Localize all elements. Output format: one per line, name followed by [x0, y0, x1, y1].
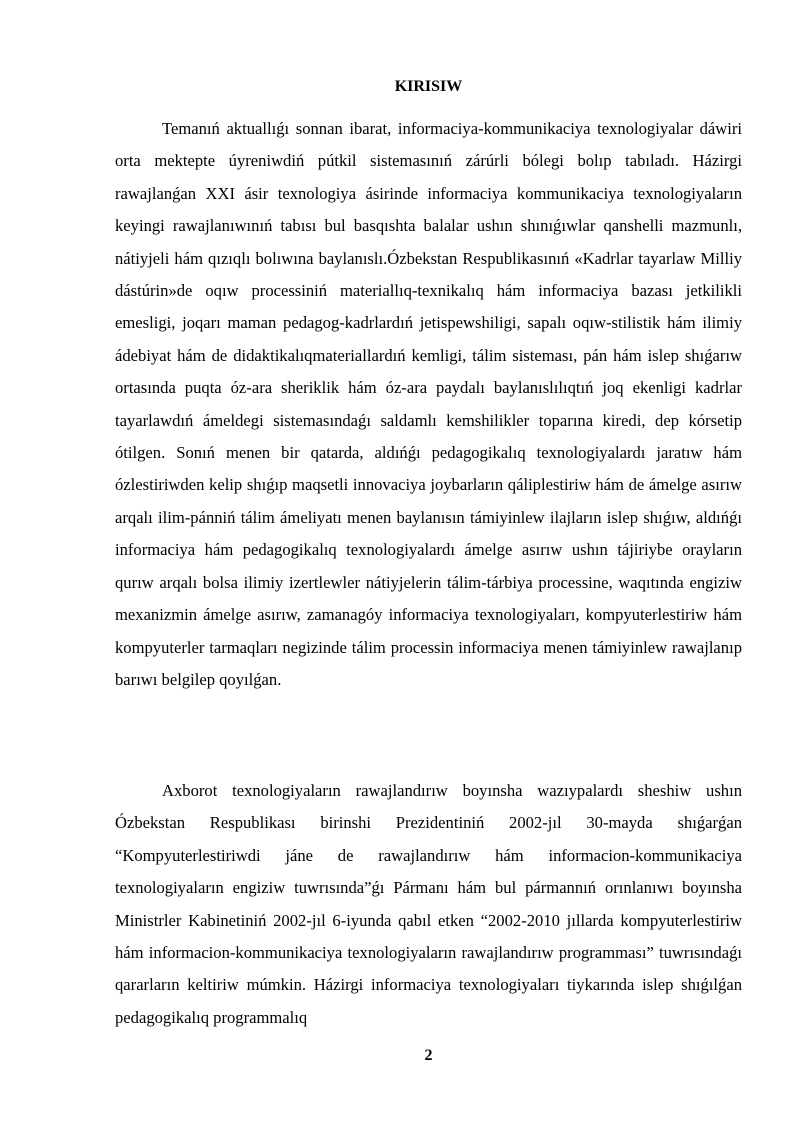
body-paragraph-2: Axborot texnologiyaların rawajlandırıw boyınsha wazıypalardı sheshiw ushın Ózbekstan Respublikası birinshi Prezidentiniń 2002-jıl 30-mayda shıǵarǵan “Kompyuterlestiriwdi jáne de rawajlandırıw hám informacion-kommunikaciya texnologiyaların engiziw tuwrısında”ǵı Pármanı hám bul pármannıń orınlanıwı boyınsha Ministrler Kabinetiniń 2002-jıl 6-iyunda qabıl etken “2002-2010 jıllarda kompyuterlestiriw hám informacion-kommunikaciya texnologiyaların rawajlandırıw programması” tuwrısındaǵı qararların keltiriw múmkin. Házirgi informaciya texnologiyaları tiykarında islep shıǵılǵan pedagogikalıq programmalıq — [115, 781, 742, 1027]
document-page — [115, 0, 742, 1131]
body-paragraph-1: Temanıń aktuallıǵı sonnan ibarat, informaciya-kommunikaciya texnologiyalar dáwiri orta mektepte úyreniwdiń pútkil sistemasınıń zárúrli bólegi bolıp tabıladı. Házirgi rawajlanǵan XXI ásir texnologiya ásirinde informaciya kommunikaciya texnologiyaların keyingi rawajlanıwınıń tabısı bul basqıshta balalar ushın shınıǵıwlar qanshelli mazmunlı, nátiyjeli hám qızıqlı bolıwına baylanıslı.Ózbekstan Respublikasınıń «Kadrlar tayarlaw Milliy dástúrin»de oqıw processiniń materiallıq-texnikalıq hám informaciya bazası jetkilikli emesligi, joqarı maman pedagog-kadrlardıń jetispewshiligi, sapalı oqıw-stilistik hám ilimiy ádebiyat hám de didaktikalıqmateriallardıń kemligi, tálim sisteması, pán hám islep shıǵarıw ortasında puqta óz-ara sheriklik hám óz-ara paydalı baylanıslılıqtıń joq ekenligi kadrlar tayarlawdıń ámeldegi sistemasındaǵı saldamlı kemshilikler toparına kiredi, dep kórsetip ótilgen. Sonıń menen bir qatarda, aldıńǵı pedagogikalıq texnologiyalardı jaratıw hám ózlestiriwden kelip shıǵıp maqsetli innovaciya joybarların qáliplestiriw hám de ámelge asırıw arqalı ilim-pánniń tálim ámeliyatı menen baylanısın támiyinlew ilajların islep shıǵıw, aldıńǵı informaciya hám pedagogikalıq texnologiyalardı ámelge asırıw ushın tájiriybe orayların qurıw arqalı bolsa ilimiy izertlewler nátiyjelerin tálim-tárbiya processine, waqıtında engiziw mexanizmin ámelge asırıw, zamanagóy informaciya texnologiyaları, kompyuterlestiriw hám kompyuterler tarmaqları negizinde tálim processin informaciya menen támiyinlew rawajlanıp barıwı belgilep qoyılǵan. — [115, 119, 742, 689]
page-title: KIRISIW — [394, 78, 463, 95]
page-number: 2 — [424, 1047, 433, 1064]
